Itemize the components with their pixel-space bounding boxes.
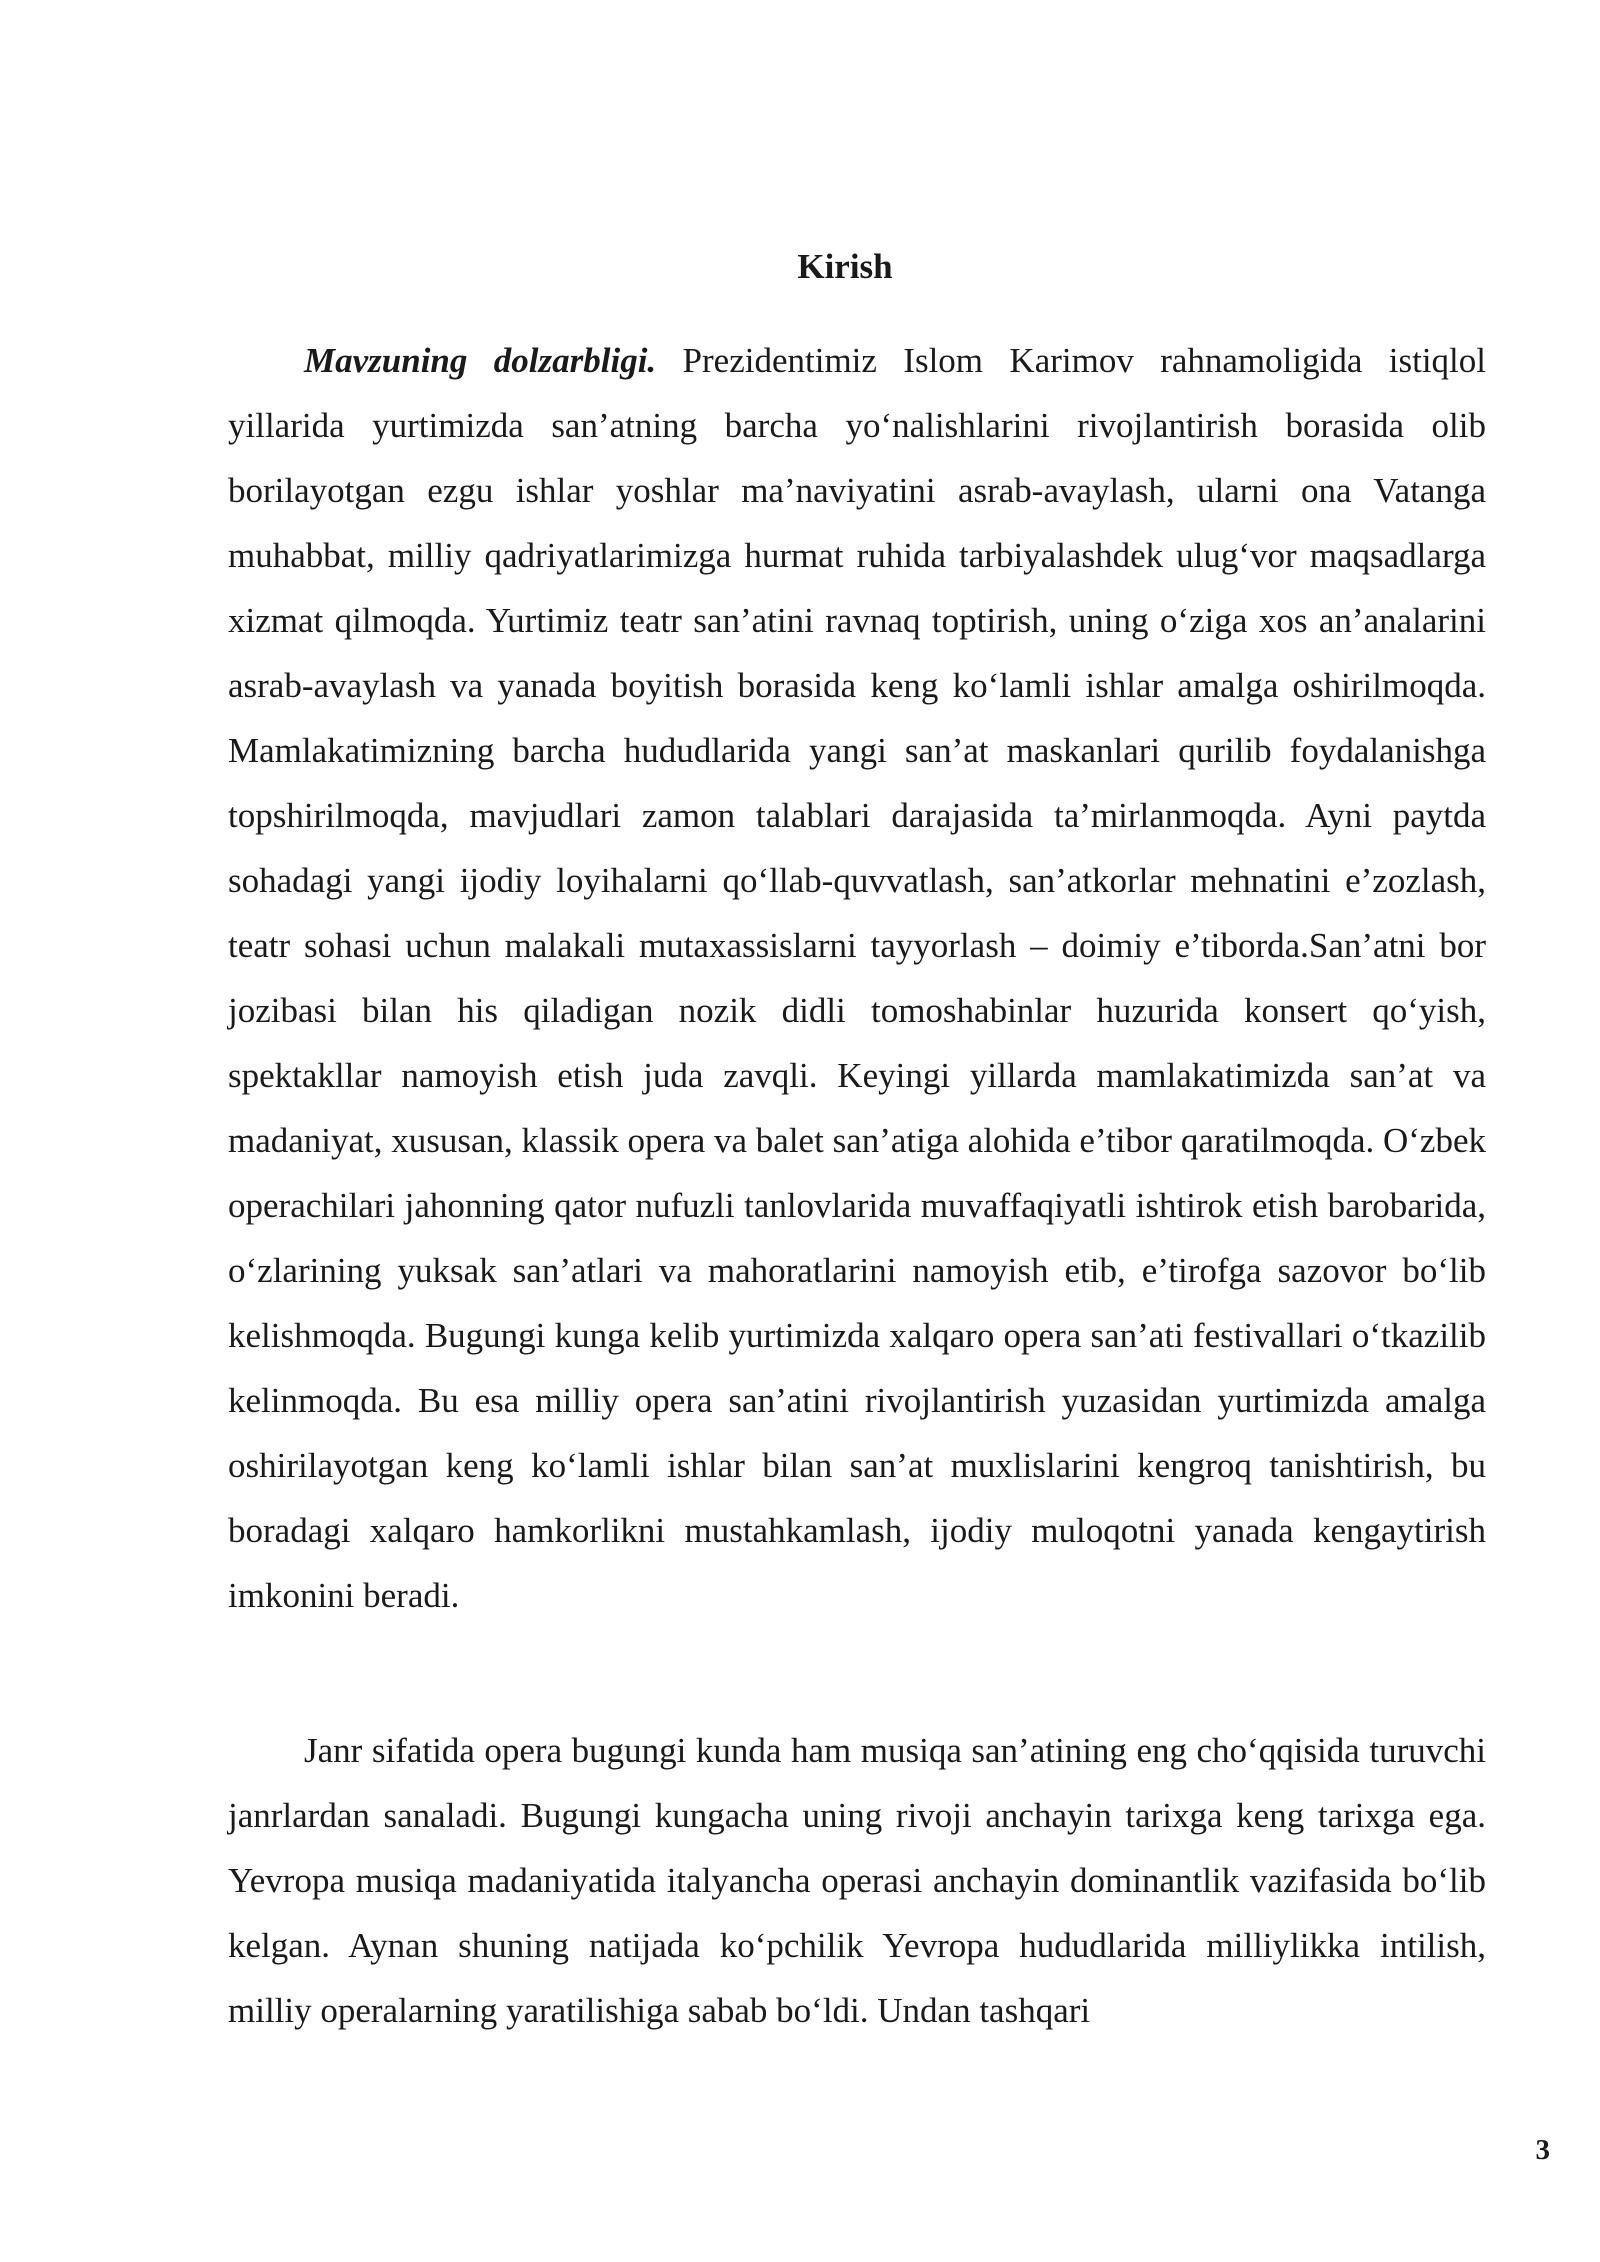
- paragraph-relevance: [228, 328, 1486, 1628]
- paragraph-opera-genre: Janr sifatida opera bugungi kunda ham musiqa san’atining eng cho‘qqisida turuvchi janrlardan sanaladi. Bugungi kungacha uning rivoji anchayin tarixga keng tarixga ega. Yevropa musiqa madaniyatida italyancha operasi anchayin dominantlik vazifasida bo‘lib kelgan. Aynan shuning natijada ko‘pchilik Yevropa hududlarida milliylikka intilish, milliy operalarning yaratilishiga sabab bo‘ldi. Undan tashqari: [228, 1731, 1486, 2030]
- page-number: 3: [1535, 2134, 1550, 2166]
- page-title: Kirish: [797, 247, 893, 286]
- paragraph-relevance-text: Prezidentimiz Islom Karimov rahnamoligida istiqlol yillarida yurtimizda san’atning barcha yo‘nalishlarini rivojlantirish borasida olib borilayotgan ezgu ishlar yoshlar ma’naviyatini asrab-avaylash, ularni ona Vatanga muhabbat, milliy qadriyatlarimizga hurmat ruhida tarbiyalashdek ulug‘vor maqsadlarga xizmat qilmoqda. Yurtimiz teatr san’atini ravnaq toptirish, uning o‘ziga xos an’analarini asrab-avaylash va yanada boyitish borasida keng ko‘lamli ishlar amalga oshirilmoqda. Mamlakatimizning barcha hududlarida yangi san’at maskanlari qurilib foydalanishga topshirilmoqda, mavjudlari zamon talablari darajasida ta’mirlanmoqda. Ayni paytda sohadagi yangi ijodiy loyihalarni qo‘llab-quvvatlash, san’atkorlar mehnatini e’zozlash, teatr sohasi uchun malakali mutaxassislarni tayyorlash – doimiy e’tiborda.San’atni bor jozibasi bilan his qiladigan nozik didli tomoshabinlar huzurida konsert qo‘yish, spektakllar namoyish etish juda zavqli. Keyingi yillarda mamlakatimizda san’at va madaniyat, xususan, klassik opera va balet san’atiga alohida e’tibor qaratilmoqda. O‘zbek operachilari jahonning qator nufuzli tanlovlarida muvaffaqiyatli ishtirok etish barobarida, o‘zlarining yuksak san’atlari va mahoratlarini namoyish etib, e’tirofga sazovor bo‘lib kelishmoqda. Bugungi kunga kelib yurtimizda xalqaro opera san’ati festivallari o‘tkazilib kelinmoqda. Bu esa milliy opera san’atini rivojlantirish yuzasidan yurtimizda amalga oshirilayotgan keng ko‘lamli ishlar bilan san’at muxlislarini kengroq tanishtirish, bu boradagi xalqaro hamkorlikni mustahkamlash, ijodiy muloqotni yanada kengaytirish imkonini beradi.: [228, 341, 1486, 1615]
- paragraph-lead-heading: Mavzuning dolzarbligi.: [304, 341, 657, 380]
